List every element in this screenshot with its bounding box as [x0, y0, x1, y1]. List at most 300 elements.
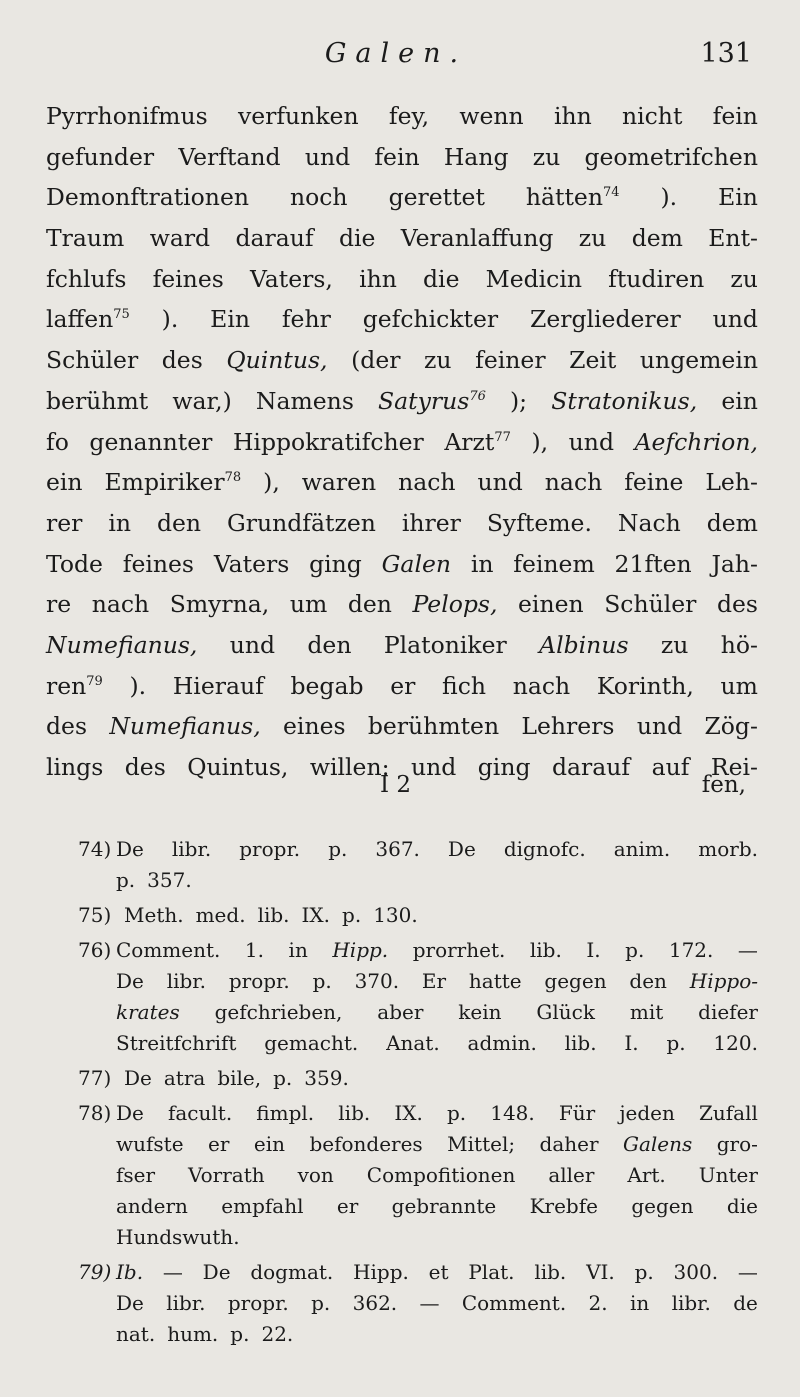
footnote-reference: 75 [113, 307, 130, 323]
word-text: Aefchrion, [634, 427, 758, 456]
word-text: — [162, 1260, 183, 1284]
footnote-line [78, 834, 758, 865]
word-text: willen: [309, 753, 390, 781]
footnote-number: 77) [78, 1066, 112, 1090]
word-text: De [124, 1066, 152, 1090]
word [89, 422, 212, 463]
footnote-line [78, 1160, 758, 1191]
word-text: Numefianus, [46, 630, 198, 659]
word [569, 422, 614, 463]
word [559, 1098, 595, 1129]
word-text: Zeit [569, 346, 617, 375]
word-text: Lehrers [521, 712, 615, 741]
word-text: und [636, 712, 683, 741]
word-text: propr. [239, 837, 301, 861]
word [444, 137, 509, 178]
word-text: lib. [338, 1101, 371, 1125]
word-text: ). [660, 183, 678, 212]
word-text: und [712, 305, 758, 334]
word-text: Veranlaffung [400, 224, 554, 253]
word-text: zu [532, 142, 561, 171]
word-text: fimpl. [256, 1101, 315, 1125]
word [690, 966, 758, 997]
word-text: bile, [217, 1066, 262, 1090]
word [521, 706, 614, 747]
footnote-number: 79) [78, 1260, 112, 1284]
word-text: zu [730, 264, 758, 293]
word-text: Comment. [461, 1291, 567, 1315]
word-text: in [108, 508, 131, 537]
word-text: morb. [698, 837, 758, 861]
word [718, 177, 758, 218]
word-text: ); [510, 386, 528, 415]
word-text: um [289, 590, 328, 619]
word-text: p. [625, 938, 645, 962]
word [290, 666, 363, 707]
text-line [46, 584, 758, 625]
word-text: nach [398, 468, 456, 497]
word [332, 935, 388, 966]
word-text: ftudiren [608, 264, 705, 293]
word [203, 1257, 231, 1288]
footnote [78, 834, 758, 896]
word-text: ), [263, 468, 280, 497]
word-text: des [124, 753, 166, 781]
word [672, 1288, 711, 1319]
word [163, 1257, 183, 1288]
word-text: dogmat. [250, 1260, 334, 1284]
word [423, 259, 459, 300]
word-text: Vaters, [249, 264, 333, 293]
word [738, 1257, 758, 1288]
word-text: ). [161, 305, 179, 334]
word-text: von [297, 1163, 334, 1187]
text-line [46, 259, 758, 300]
word-text: ging [477, 753, 531, 781]
word [614, 834, 671, 865]
word [632, 218, 683, 259]
word [738, 935, 758, 966]
word [167, 1319, 218, 1350]
word [230, 1319, 249, 1350]
word-text: Er [421, 969, 447, 993]
word [46, 299, 130, 340]
word [351, 340, 400, 381]
word-text: p. [342, 903, 362, 927]
word [711, 544, 758, 585]
text-line [46, 422, 758, 463]
word-text: in [470, 549, 494, 578]
word [539, 625, 628, 666]
word-text: Quintus, [187, 753, 289, 781]
word [413, 935, 506, 966]
word-text: hum. [167, 1322, 219, 1346]
word-text: De [202, 1260, 231, 1284]
word-text: fchlufs [46, 264, 127, 293]
footnote-line [78, 865, 758, 896]
word-text: Satyrus [378, 386, 470, 415]
footnote-line [78, 1129, 758, 1160]
word [475, 340, 545, 381]
word-text: gemacht. [264, 1031, 359, 1055]
word-text: Schüler [604, 590, 697, 619]
word [536, 997, 595, 1028]
word-text: kein [458, 1000, 502, 1024]
word-text: zu [660, 630, 689, 659]
word [534, 1257, 566, 1288]
word [367, 1160, 516, 1191]
word [245, 935, 264, 966]
footnote-line [78, 1319, 758, 1350]
word [214, 544, 289, 585]
footnote-line [78, 1063, 758, 1094]
word [624, 462, 683, 503]
word-text: Krebfe [529, 1194, 598, 1218]
page-header [40, 38, 752, 78]
word [698, 834, 758, 865]
footnote-line [78, 1028, 758, 1059]
word [307, 625, 351, 666]
word [398, 462, 455, 503]
word-text: begab [290, 671, 364, 700]
text-line [46, 666, 758, 707]
word-text: Rei- [710, 753, 758, 781]
word [698, 997, 758, 1028]
word-text: geometrifchen [584, 142, 758, 171]
word-text: ein [253, 1132, 285, 1156]
word [283, 706, 346, 747]
word-text: 120. [713, 1031, 758, 1055]
word-text: feines [152, 264, 224, 293]
word [459, 96, 523, 137]
word [389, 96, 429, 137]
word-text: rer [46, 508, 83, 537]
word [170, 584, 270, 625]
word [635, 1257, 654, 1288]
word [46, 381, 148, 422]
word-text: Medicin [485, 264, 582, 293]
word [363, 299, 498, 340]
word-text: fehr [281, 305, 331, 334]
word-text: libr. [171, 837, 212, 861]
word [589, 1288, 608, 1319]
word [429, 1257, 449, 1288]
word [389, 177, 485, 218]
word [717, 1129, 758, 1160]
word-text: Syfteme. [486, 508, 592, 537]
word-text: auf [651, 753, 690, 781]
word [46, 706, 87, 747]
footnote-number: 76) [78, 938, 112, 962]
word-text: fey, [388, 102, 430, 130]
footnote-reference: 79 [86, 673, 103, 689]
word [504, 834, 586, 865]
word [713, 299, 758, 340]
word [313, 966, 332, 997]
word-text: lib. [534, 1260, 567, 1284]
word-text: waren [301, 468, 377, 497]
word [46, 137, 154, 178]
word-text: 357. [147, 868, 192, 892]
word-text: Art. [627, 1163, 666, 1187]
word [173, 666, 264, 707]
word-text: Meth. [124, 903, 184, 927]
word-text: Grundfätzen [226, 508, 376, 537]
word-text: ihrer [401, 508, 461, 537]
word-text: krates [116, 1000, 180, 1024]
word-text: De [116, 1101, 144, 1125]
word-text: und [568, 427, 614, 456]
word-text: Ent- [708, 224, 758, 253]
word-text: Galens [623, 1132, 693, 1156]
word [250, 1257, 333, 1288]
word [623, 1129, 692, 1160]
word [78, 1257, 143, 1288]
word-text: mit [629, 1000, 664, 1024]
word-text: diefer [698, 1000, 758, 1024]
footnote-number: 74) [78, 837, 112, 861]
word [302, 900, 331, 931]
word-text: Arzt [444, 427, 495, 456]
word-text: und [304, 142, 351, 171]
word [730, 259, 758, 300]
word [630, 1288, 649, 1319]
word-text: ihn [553, 102, 592, 130]
word [108, 503, 131, 544]
word [531, 422, 548, 463]
word-text: p. [311, 1291, 331, 1315]
word [727, 1191, 758, 1222]
word [579, 218, 607, 259]
word [625, 935, 644, 966]
word [462, 1288, 566, 1319]
word [442, 666, 486, 707]
word [353, 1257, 409, 1288]
word-text: IX. [301, 903, 331, 927]
footnote-line [78, 997, 758, 1028]
word [533, 137, 561, 178]
word-text: p. [634, 1260, 654, 1284]
word-text: Unter [698, 1163, 758, 1187]
word [545, 462, 602, 503]
word-text: in [629, 1291, 650, 1315]
word [468, 1257, 514, 1288]
word [46, 96, 208, 137]
word [309, 1129, 422, 1160]
word [359, 259, 397, 300]
word [378, 381, 486, 422]
word-text: admin. [467, 1031, 537, 1055]
word [674, 1257, 719, 1288]
word [554, 96, 592, 137]
word [172, 381, 231, 422]
word-text: nach [91, 590, 150, 619]
word [551, 381, 697, 422]
word-text: gefchickter [362, 305, 499, 334]
word [382, 544, 451, 585]
word-text: hatte [468, 969, 522, 993]
word [721, 625, 758, 666]
word [705, 462, 758, 503]
text-line [46, 137, 758, 178]
word-text: Glück [536, 1000, 595, 1024]
word-text: genannter [89, 427, 213, 456]
word [733, 1288, 758, 1319]
word [608, 259, 704, 300]
word-text: wufste [116, 1132, 184, 1156]
word [168, 1098, 232, 1129]
word [510, 381, 527, 422]
word-text: prorrhet. [412, 938, 506, 962]
word-text: Pyrrhonifmus [46, 102, 208, 130]
footnote [78, 1098, 758, 1253]
word [250, 259, 333, 300]
word [178, 137, 280, 178]
word [478, 462, 523, 503]
text-line [46, 706, 758, 747]
word [328, 834, 347, 865]
word-text: Comment. [116, 938, 221, 962]
word [526, 177, 620, 218]
word-text: Streitfchrift [116, 1031, 237, 1055]
word [373, 900, 418, 931]
word-text: et [428, 1260, 449, 1284]
word-text: berühmten [367, 712, 500, 741]
word-text: feine [624, 468, 684, 497]
word [707, 503, 758, 544]
word-text: den [156, 508, 202, 537]
word [699, 1098, 758, 1129]
word [109, 706, 260, 747]
word [630, 997, 663, 1028]
word-text: p. [116, 868, 136, 892]
word [569, 340, 616, 381]
word-text: libr. [166, 1291, 206, 1315]
word [377, 997, 423, 1028]
word-text: ein [721, 386, 758, 415]
word-text: Platoniker [383, 630, 507, 659]
word [46, 218, 124, 259]
text-line [46, 462, 758, 503]
word [254, 1129, 285, 1160]
word-text: Demonftrationen [46, 183, 249, 212]
word [337, 1191, 358, 1222]
text-line [46, 218, 758, 259]
word-text: nach [512, 671, 571, 700]
word-text: Numefianus, [109, 712, 261, 741]
word [239, 834, 300, 865]
word-text: facult. [167, 1101, 233, 1125]
word [402, 503, 461, 544]
word [46, 503, 82, 544]
footnote-line [78, 1288, 758, 1319]
word [258, 900, 290, 931]
word [226, 340, 327, 381]
word [375, 834, 420, 865]
word [167, 966, 206, 997]
word [235, 218, 313, 259]
word [116, 865, 135, 896]
word [229, 966, 290, 997]
word [401, 218, 554, 259]
word [374, 137, 419, 178]
word [458, 997, 501, 1028]
word [721, 666, 758, 707]
word [264, 1028, 358, 1059]
word-text: die [338, 224, 376, 253]
word-text: er [390, 671, 416, 700]
word [704, 706, 757, 747]
word-text: fich [442, 671, 487, 700]
word [540, 1129, 599, 1160]
word [713, 96, 758, 137]
word [468, 1028, 537, 1059]
word [188, 1160, 265, 1191]
word [150, 218, 210, 259]
footnote [78, 1257, 758, 1350]
word [394, 1098, 423, 1129]
word-text: 370. [354, 969, 400, 993]
word [721, 381, 758, 422]
word-text: des [716, 590, 758, 619]
word-text: ein [46, 468, 83, 497]
word-text: Hipp. [332, 938, 389, 962]
word-text: p. [230, 1322, 250, 1346]
word-text: nat. [116, 1322, 156, 1346]
word-text: 148. [490, 1101, 535, 1125]
word-text: VI. [586, 1260, 615, 1284]
word-text: war,) [172, 386, 232, 415]
word-text: Nach [617, 508, 681, 537]
body-text [46, 96, 758, 788]
footnote-line [78, 966, 758, 997]
word-text: libr. [166, 969, 207, 993]
word-text: 359. [304, 1066, 349, 1090]
word-text: Namens [255, 386, 354, 415]
footnote-reference: 74 [602, 185, 620, 201]
word-text: — [737, 938, 758, 962]
word-text: lings [46, 753, 104, 781]
word-text: daher [539, 1132, 599, 1156]
word [669, 935, 714, 966]
word-text: er [336, 1194, 359, 1218]
word-text: ). [129, 671, 147, 700]
word-text: I. [586, 938, 601, 962]
footnote-line [78, 900, 758, 931]
word-text: gerettet [388, 183, 485, 212]
word [116, 1288, 144, 1319]
text-line [46, 299, 758, 340]
word-text: 2. [588, 1291, 608, 1315]
word [298, 1160, 334, 1191]
word [355, 966, 400, 997]
word-text: zu [424, 346, 452, 375]
word-text: ihn [359, 264, 397, 293]
word-text: p. [328, 837, 348, 861]
footnote-reference: 76 [469, 388, 486, 404]
word-text: berühmt [46, 386, 149, 415]
word-text: 300. [673, 1260, 719, 1284]
word-text: Für [558, 1101, 596, 1125]
word-text: hö- [720, 630, 758, 659]
word [215, 997, 343, 1028]
word [147, 865, 192, 896]
word [116, 966, 144, 997]
word [518, 584, 584, 625]
word-text: hätten [525, 183, 603, 212]
word-text: De [116, 969, 144, 993]
footnote-reference: 78 [224, 470, 242, 486]
